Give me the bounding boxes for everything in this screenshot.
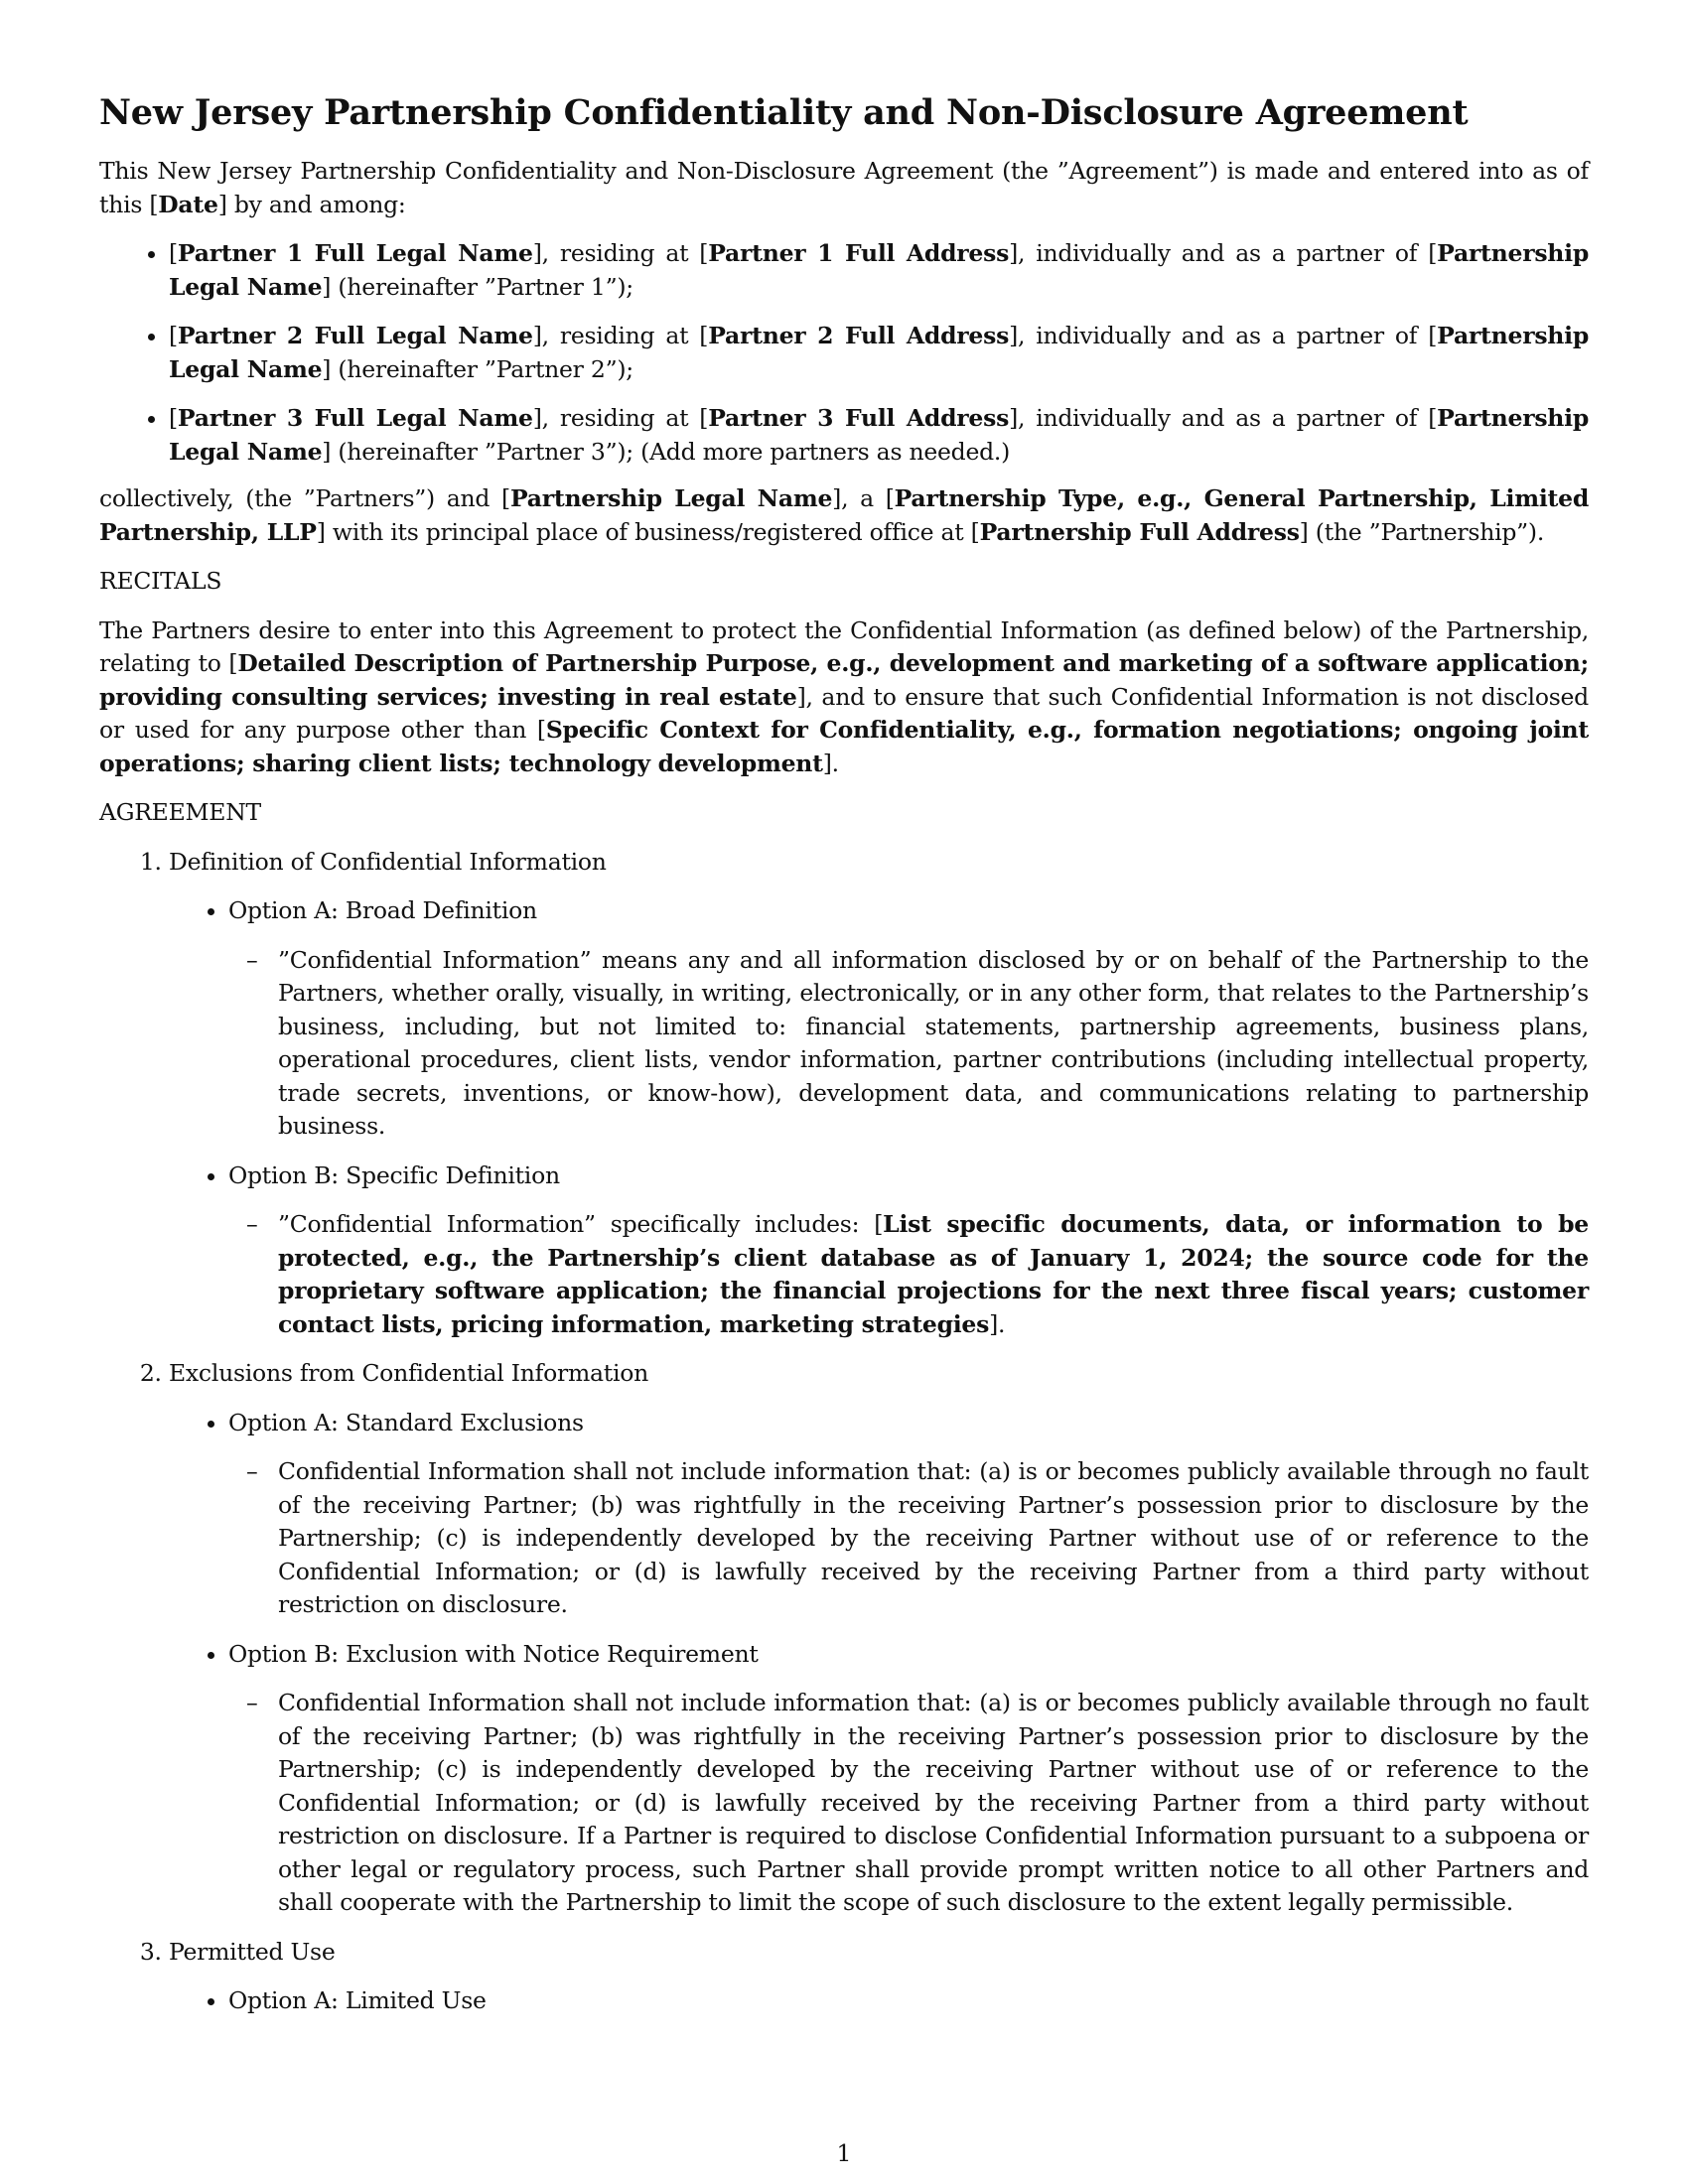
- intro-text: This New Jersey Partnership Confidentiality and Non-Disclosure Agreement (the ”Agreement”) is made and entered into as of this [: [99, 157, 1589, 218]
- purpose-placeholder: Detailed Description of Partnership Purpose, e.g., development and marketing of a software application; providing consulting services; investing in real estate: [99, 649, 1589, 711]
- partner-address-placeholder: Partner 1 Full Address: [708, 239, 1010, 267]
- partner-address-placeholder: Partner 3 Full Address: [708, 404, 1010, 432]
- option-item: [228, 1638, 1589, 1920]
- partner-item: • [Partner 3 Full Legal Name], residing at [Partner 3 Full Address], individually and as a partner of [Partnership Legal Name] (hereinafter ”Partner 3”); (Add more partners as needed.): [169, 402, 1589, 469]
- section-title: Definition of Confidential Information: [169, 847, 607, 876]
- date-placeholder: Date: [158, 190, 218, 218]
- option-item: [228, 1407, 1589, 1622]
- section-permitted-use: [169, 1936, 1589, 2018]
- page-number: 1: [836, 2139, 852, 2167]
- section-exclusions: [169, 1357, 1589, 1920]
- option-item: [228, 1984, 1589, 2018]
- option-item: [228, 1160, 1589, 1342]
- partnership-name-placeholder: Partnership Legal Name: [169, 322, 1590, 383]
- recitals-heading: RECITALS: [99, 567, 222, 595]
- partner-address-placeholder: Partner 2 Full Address: [708, 322, 1010, 349]
- option-list: [169, 1984, 1589, 2018]
- recitals-paragraph: The Partners desire to enter into this Agreement to protect the Confidential Information (as defined below) of the Partnership, relating to [Detailed Description of Partnership Purpose, e.g., development and marketing of a software application; providing consulting services; investing in real estate], and to ensure that such Confidential Information is not disclosed or used for any purpose other than [Specific Context for Confidentiality, e.g., formation negotiations; ongoing joint operations; sharing client lists; technology development].: [99, 615, 1589, 777]
- specific-info-placeholder: List specific documents, data, or information to be protected, e.g., the Partnership’s client database as of January 1, 2024; the source code for the proprietary software application; the financial projections for the next three fiscal years; customer contact lists, pricing information, marketing strategies: [278, 1210, 1590, 1338]
- partnership-name-placeholder: Partnership Legal Name: [509, 484, 833, 512]
- option-label: Option A: Limited Use: [228, 1986, 487, 2014]
- option-label: Option B: Exclusion with Notice Requirement: [228, 1639, 759, 1668]
- agreement-sections: [99, 846, 1589, 2018]
- partner-name-placeholder: Partner 3 Full Legal Name: [177, 404, 533, 432]
- partner-item: • [Partner 2 Full Legal Name], residing at [Partner 2 Full Address], individually and as a partner of [Partnership Legal Name] (hereinafter ”Partner 2”);: [169, 320, 1589, 386]
- option-text: – ”Confidential Information” specifically includes: [List specific documents, data, or information to be protected, e.g., the Partnership’s client database as of January 1, 2024; the source code for the proprietary software application; the financial projections for the next three fiscal years; customer contact lists, pricing information, marketing strategies].: [278, 1208, 1589, 1341]
- collective-paragraph: collectively, (the ”Partners”) and [Partnership Legal Name], a [Partnership Type, e.g., General Partnership, Limited Partnership, LLP] with its principal place of business/registered office at [Partnership Full Address] (the ”Partnership”).: [99, 484, 1589, 546]
- partner-name-placeholder: Partner 2 Full Legal Name: [177, 322, 533, 349]
- context-placeholder: Specific Context for Confidentiality, e.g., formation negotiations; ongoing joint operations; sharing client lists; technology development: [99, 716, 1589, 777]
- option-item: [228, 894, 1589, 1144]
- option-label: Option A: Standard Exclusions: [228, 1408, 584, 1436]
- partnership-address-placeholder: Partnership Full Address: [979, 517, 1300, 546]
- option-text: – Confidential Information shall not include information that: (a) is or becomes publicly available through no fault of the receiving Partner; (b) was rightfully in the receiving Partner’s possession prior to disclosure by the Partnership; (c) is independently developed by the receiving Partner without use of or reference to the Confidential Information; or (d) is lawfully received by the receiving Partner from a third party without restriction on disclosure.: [278, 1455, 1589, 1622]
- option-list: [169, 1407, 1589, 1920]
- agreement-heading: AGREEMENT: [99, 798, 261, 826]
- document-title: New Jersey Partnership Confidentiality and Non-Disclosure Agreement: [99, 92, 1469, 133]
- partner-name-placeholder: Partner 1 Full Legal Name: [177, 239, 533, 267]
- section-title: Exclusions from Confidential Information: [169, 1359, 648, 1387]
- option-list: [169, 894, 1589, 1341]
- option-text: – Confidential Information shall not include information that: (a) is or becomes publicly available through no fault of the receiving Partner; (b) was rightfully in the receiving Partner’s possession prior to disclosure by the Partnership; (c) is independently developed by the receiving Partner without use of or reference to the Confidential Information; or (d) is lawfully received by the receiving Partner from a third party without restriction on disclosure. If a Partner is required to disclose Confidential Information pursuant to a subpoena or other legal or regulatory process, such Partner shall provide prompt written notice to all other Partners and shall cooperate with the Partnership to limit the scope of such disclosure to the extent legally permissible.: [278, 1687, 1589, 1920]
- section-definition: [169, 846, 1589, 1342]
- partner-list: [99, 237, 1589, 469]
- partnership-name-placeholder: Partnership Legal Name: [169, 239, 1590, 301]
- section-title: Permitted Use: [169, 1937, 336, 1966]
- intro-paragraph: [99, 155, 1589, 221]
- option-text: – ”Confidential Information” means any and all information disclosed by or on behalf of the Partnership to the Partners, whether orally, visually, in writing, electronically, or in any other form, that relates to the Partnership’s business, including, but not limited to: financial statements, partnership agreements, business plans, operational procedures, client lists, vendor information, partner contributions (including intellectual property, trade secrets, inventions, or know-how), development data, and communications relating to partnership business.: [278, 944, 1589, 1144]
- option-label: Option A: Broad Definition: [228, 896, 537, 924]
- partner-item: • [Partner 1 Full Legal Name], residing at [Partner 1 Full Address], individually and as a partner of [Partnership Legal Name] (hereinafter ”Partner 1”);: [169, 237, 1589, 304]
- partnership-type-placeholder: Partnership Type, e.g., General Partnership, Limited Partnership, LLP: [99, 484, 1589, 546]
- intro-text-end: ] by and among:: [217, 190, 406, 218]
- document-page: [99, 87, 1589, 2034]
- partnership-name-placeholder: Partnership Legal Name: [169, 404, 1590, 466]
- option-label: Option B: Specific Definition: [228, 1160, 560, 1189]
